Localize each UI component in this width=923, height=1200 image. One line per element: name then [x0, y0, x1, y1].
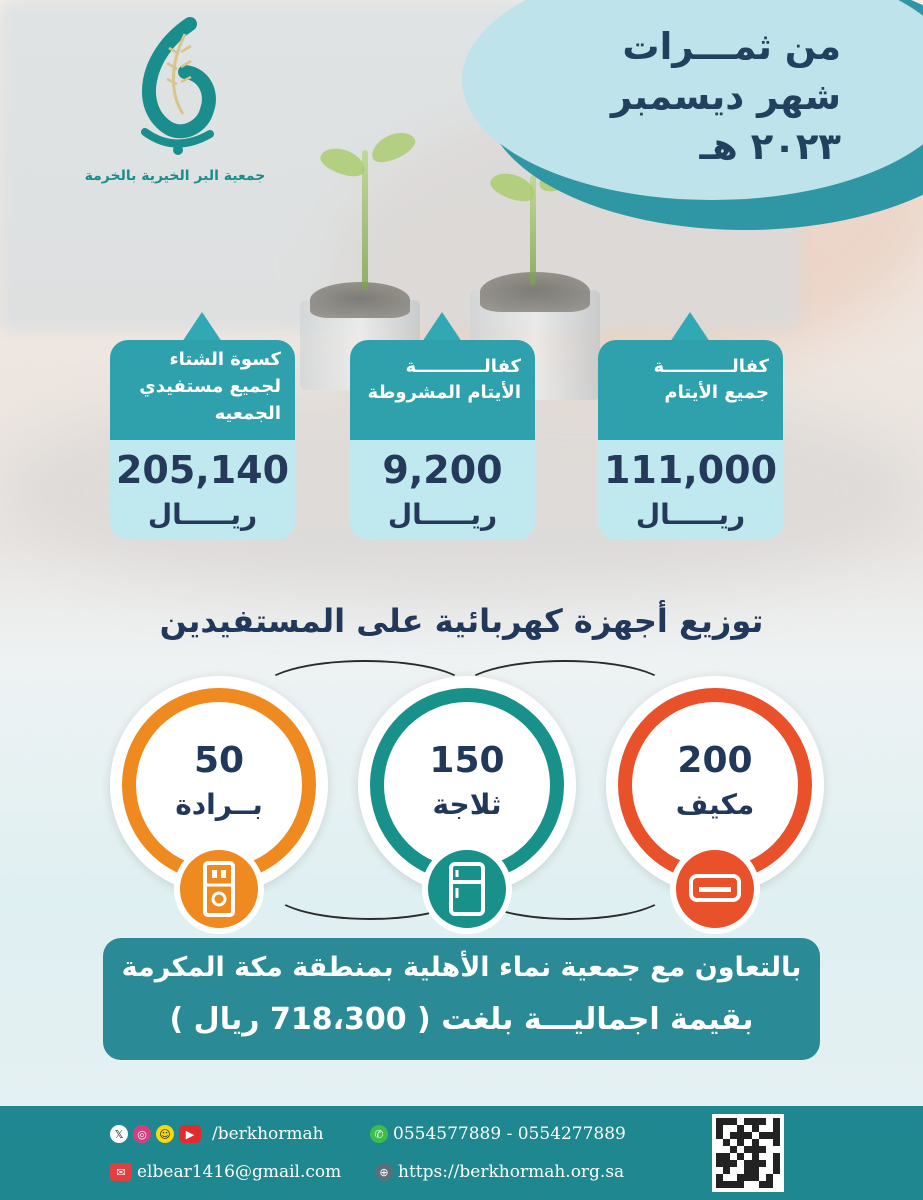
card-pointer	[182, 312, 222, 342]
card-heading-line: جميع الأيتام	[664, 382, 769, 403]
card-currency: ريـــــال	[635, 498, 746, 531]
website-url[interactable]: https://berkhormah.org.sa	[398, 1162, 625, 1182]
email-row	[110, 1162, 341, 1182]
appliance-count: 150	[429, 740, 505, 781]
organization-name: جمعية البر الخيرية بالخرمة	[84, 168, 266, 184]
appliance-water-cooler	[110, 676, 328, 894]
email-address[interactable]: elbear1416@gmail.com	[137, 1162, 342, 1182]
appliance-count: 50	[193, 740, 245, 781]
collaboration-banner	[103, 938, 820, 1060]
page-title	[611, 22, 841, 172]
email-icon: ✉	[110, 1163, 132, 1181]
card-conditional-orphan-sponsorship	[350, 340, 535, 540]
card-heading-line: لجميع مستفيدي	[139, 376, 281, 397]
phone-row	[370, 1124, 626, 1144]
youtube-icon[interactable]: ▶	[179, 1125, 201, 1143]
appliance-label: مكيف	[675, 788, 755, 821]
banner-line-1: بالتعاون مع جمعية نماء الأهلية بمنطقة مكة المكرمة	[121, 952, 802, 983]
card-heading	[598, 340, 783, 440]
qr-code[interactable]	[712, 1114, 784, 1192]
globe-icon: ⊕	[375, 1163, 393, 1181]
water-cooler-icon	[174, 844, 264, 934]
social-handle[interactable]: /berkhormah	[212, 1124, 324, 1144]
x-twitter-icon[interactable]: 𝕏	[110, 1125, 128, 1143]
air-conditioner-icon	[670, 844, 760, 934]
card-pointer	[670, 312, 710, 342]
card-heading-line: الجمعيه	[214, 403, 281, 424]
qr-code-pattern	[716, 1118, 780, 1188]
appliance-refrigerator	[358, 676, 576, 894]
card-heading-line: كسوة الشتاء	[169, 349, 281, 370]
refrigerator-icon	[422, 844, 512, 934]
card-amount: 9,200	[382, 448, 503, 492]
instagram-icon[interactable]: ◎	[133, 1125, 151, 1143]
soil-mound	[310, 282, 410, 318]
footer	[0, 1106, 923, 1200]
social-handle-row	[110, 1124, 324, 1144]
card-amount: 205,140	[115, 448, 290, 492]
card-heading	[110, 340, 295, 440]
card-amount: 111,000	[603, 448, 778, 492]
whatsapp-icon: ✆	[370, 1125, 388, 1143]
title-line-3: ٢٠٢٣ هـ	[699, 125, 841, 168]
title-line-2: شهر ديسمبر	[610, 75, 841, 118]
appliance-count: 200	[677, 740, 753, 781]
appliance-label: ثلاجة	[432, 788, 502, 821]
card-orphan-sponsorship	[598, 340, 783, 540]
appliance-air-conditioner	[606, 676, 824, 894]
card-currency: ريـــــال	[387, 498, 498, 531]
logo-emblem-icon	[115, 14, 235, 164]
distribution-title: توزيع أجهزة كهربائية على المستفيدين	[159, 602, 764, 640]
card-heading	[350, 340, 535, 440]
card-heading-line: كفالـــــــــــة	[405, 356, 521, 377]
website-row	[375, 1162, 624, 1182]
phone-numbers[interactable]: 0554577889 - 0554277889	[393, 1124, 626, 1144]
title-line-1: من ثمـــرات	[622, 25, 841, 68]
card-heading-line: كفالـــــــــــة	[653, 356, 769, 377]
snapchat-icon[interactable]: ☺	[156, 1125, 174, 1143]
card-heading-line: الأيتام المشروطة	[367, 382, 521, 403]
card-currency: ريـــــال	[147, 498, 258, 531]
appliance-label: بــرادة	[175, 788, 263, 821]
card-pointer	[422, 312, 462, 342]
organization-logo	[80, 14, 270, 204]
banner-line-2: بقيمة اجماليـــة بلغت ( 718،300 ريال )	[169, 1002, 754, 1037]
card-winter-clothing	[110, 340, 295, 540]
